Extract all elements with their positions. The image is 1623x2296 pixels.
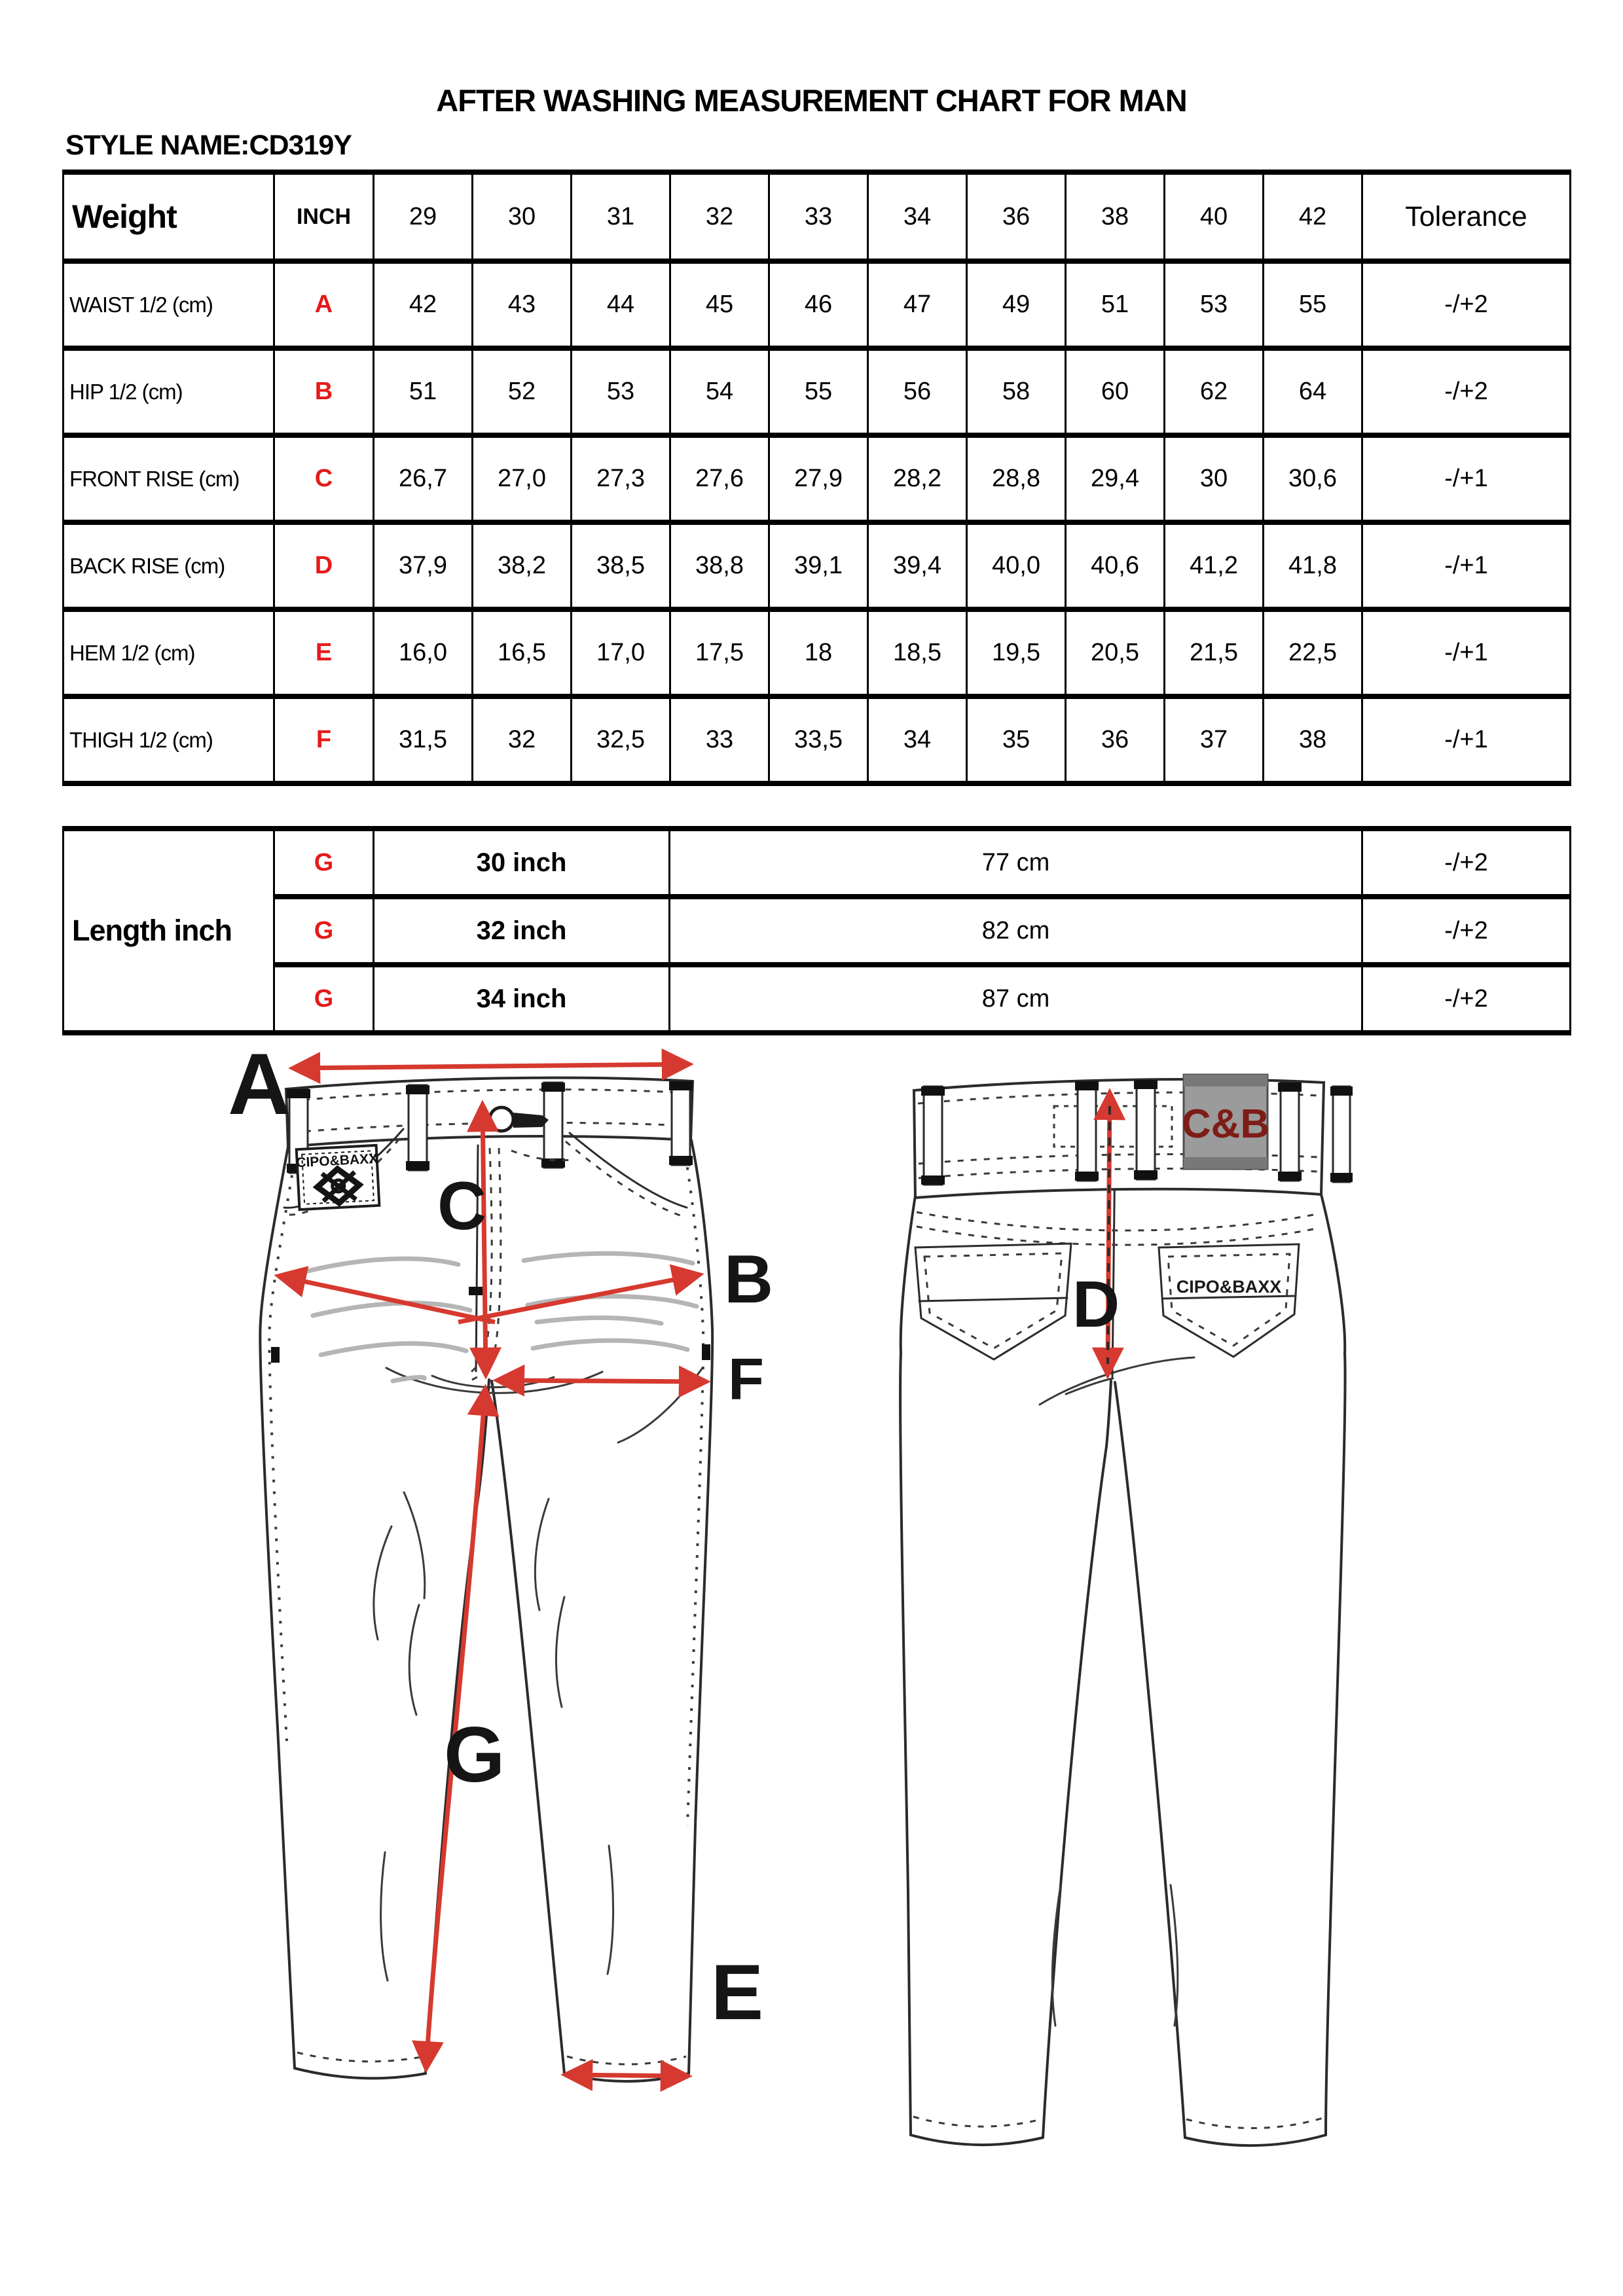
value-cell: 33 <box>670 696 769 783</box>
tolerance-cell: -/+2 <box>1362 897 1571 965</box>
value-cell: 22,5 <box>1264 609 1362 696</box>
value-cell: 38,8 <box>670 522 769 609</box>
size-header-cell: 36 <box>967 172 1066 261</box>
measure-label: HIP 1/2 (cm) <box>64 348 274 435</box>
measure-letter: C <box>274 435 374 522</box>
value-cell: 39,1 <box>769 522 868 609</box>
size-header-cell: 42 <box>1264 172 1362 261</box>
value-cell: 32 <box>473 696 572 783</box>
value-cell: 16,5 <box>473 609 572 696</box>
value-cell: 30,6 <box>1264 435 1362 522</box>
tolerance-cell: -/+1 <box>1362 522 1571 609</box>
length-cm-cell: 82 cm <box>670 897 1362 965</box>
front-patch-brand-text: CIPO&BAXX <box>295 1151 378 1171</box>
label-g: G <box>444 1711 505 1799</box>
value-cell: 54 <box>670 348 769 435</box>
value-cell: 55 <box>1264 261 1362 348</box>
table-row-front-rise <box>64 435 1571 522</box>
measure-letter: A <box>274 261 374 348</box>
value-cell: 30 <box>1165 435 1264 522</box>
value-cell: 49 <box>967 261 1066 348</box>
table-row-thigh <box>64 696 1571 783</box>
measure-letter: B <box>274 348 374 435</box>
length-cm-cell: 77 cm <box>670 829 1362 897</box>
size-header-cell: 30 <box>473 172 572 261</box>
value-cell: 20,5 <box>1066 609 1165 696</box>
measure-letter: G <box>274 829 374 897</box>
value-cell: 38,2 <box>473 522 572 609</box>
value-cell: 32,5 <box>572 696 670 783</box>
size-table-header-row <box>64 172 1571 261</box>
style-name: STYLE NAME:CD319Y <box>65 130 352 161</box>
tolerance-header-cell: Tolerance <box>1362 172 1571 261</box>
length-row-label: Length inch <box>64 829 274 1033</box>
back-brand-patch <box>1182 1075 1269 1169</box>
length-row-32 <box>64 897 1571 965</box>
back-pocket-left <box>915 1244 1071 1359</box>
measure-label: FRONT RISE (cm) <box>64 435 274 522</box>
measure-label: THIGH 1/2 (cm) <box>64 696 274 783</box>
table-row-hem <box>64 609 1571 696</box>
size-header-cell: 31 <box>572 172 670 261</box>
measure-letter: F <box>274 696 374 783</box>
measure-letter: D <box>274 522 374 609</box>
value-cell: 47 <box>868 261 967 348</box>
value-cell: 27,9 <box>769 435 868 522</box>
value-cell: 46 <box>769 261 868 348</box>
arrow-e-hem <box>567 2075 686 2076</box>
value-cell: 60 <box>1066 348 1165 435</box>
jeans-back-view <box>900 1075 1353 2145</box>
length-table <box>62 826 1571 1035</box>
table-row-hip <box>64 348 1571 435</box>
value-cell: 52 <box>473 348 572 435</box>
value-cell: 17,5 <box>670 609 769 696</box>
value-cell: 62 <box>1165 348 1264 435</box>
size-header-cell: 38 <box>1066 172 1165 261</box>
value-cell: 27,3 <box>572 435 670 522</box>
size-table <box>62 170 1571 786</box>
tolerance-cell: -/+1 <box>1362 609 1571 696</box>
label-e: E <box>711 1948 764 2036</box>
value-cell: 34 <box>868 696 967 783</box>
length-inch-cell: 30 inch <box>374 829 670 897</box>
label-d: D <box>1072 1268 1120 1341</box>
value-cell: 41,2 <box>1165 522 1264 609</box>
tolerance-cell: -/+2 <box>1362 829 1571 897</box>
value-cell: 37 <box>1165 696 1264 783</box>
measure-letter: G <box>274 965 374 1033</box>
value-cell: 18 <box>769 609 868 696</box>
value-cell: 18,5 <box>868 609 967 696</box>
value-cell: 40,6 <box>1066 522 1165 609</box>
value-cell: 38,5 <box>572 522 670 609</box>
value-cell: 27,6 <box>670 435 769 522</box>
value-cell: 44 <box>572 261 670 348</box>
label-f: F <box>728 1347 764 1412</box>
value-cell: 17,0 <box>572 609 670 696</box>
back-pocket-right <box>1159 1244 1299 1357</box>
measure-label: HEM 1/2 (cm) <box>64 609 274 696</box>
tolerance-cell: -/+1 <box>1362 696 1571 783</box>
value-cell: 21,5 <box>1165 609 1264 696</box>
value-cell: 40,0 <box>967 522 1066 609</box>
measure-label: WAIST 1/2 (cm) <box>64 261 274 348</box>
measure-letter: G <box>274 897 374 965</box>
tolerance-cell: -/+1 <box>1362 435 1571 522</box>
value-cell: 56 <box>868 348 967 435</box>
length-inch-cell: 34 inch <box>374 965 670 1033</box>
value-cell: 51 <box>1066 261 1165 348</box>
value-cell: 53 <box>572 348 670 435</box>
value-cell: 28,2 <box>868 435 967 522</box>
arrow-f-thigh <box>499 1380 704 1382</box>
value-cell: 27,0 <box>473 435 572 522</box>
tolerance-cell: -/+2 <box>1362 348 1571 435</box>
value-cell: 64 <box>1264 348 1362 435</box>
value-cell: 43 <box>473 261 572 348</box>
value-cell: 41,8 <box>1264 522 1362 609</box>
tolerance-cell: -/+2 <box>1362 965 1571 1033</box>
value-cell: 53 <box>1165 261 1264 348</box>
tolerance-cell: -/+2 <box>1362 261 1571 348</box>
value-cell: 45 <box>670 261 769 348</box>
value-cell: 19,5 <box>967 609 1066 696</box>
length-row-30 <box>64 829 1571 897</box>
length-row-34 <box>64 965 1571 1033</box>
measure-label: BACK RISE (cm) <box>64 522 274 609</box>
value-cell: 35 <box>967 696 1066 783</box>
label-b: B <box>724 1242 774 1318</box>
back-pocket-brand-text: CIPO&BAXX <box>1176 1277 1282 1297</box>
value-cell: 16,0 <box>374 609 473 696</box>
value-cell: 51 <box>374 348 473 435</box>
size-header-cell: 33 <box>769 172 868 261</box>
size-header-cell: 32 <box>670 172 769 261</box>
value-cell: 55 <box>769 348 868 435</box>
value-cell: 39,4 <box>868 522 967 609</box>
value-cell: 38 <box>1264 696 1362 783</box>
size-header-cell: 34 <box>868 172 967 261</box>
length-cm-cell: 87 cm <box>670 965 1362 1033</box>
table-row-back-rise <box>64 522 1571 609</box>
label-a: A <box>228 1041 291 1133</box>
page-title: AFTER WASHING MEASUREMENT CHART FOR MAN <box>436 83 1187 118</box>
back-patch-brand-text: C&B <box>1181 1102 1270 1147</box>
value-cell: 31,5 <box>374 696 473 783</box>
value-cell: 36 <box>1066 696 1165 783</box>
measure-letter: E <box>274 609 374 696</box>
value-cell: 29,4 <box>1066 435 1165 522</box>
jeans-measurement-diagram <box>0 1041 1623 2212</box>
label-c: C <box>437 1168 487 1244</box>
arrow-a-waist <box>295 1064 687 1068</box>
value-cell: 28,8 <box>967 435 1066 522</box>
value-cell: 33,5 <box>769 696 868 783</box>
size-header-cell: 40 <box>1165 172 1264 261</box>
length-inch-cell: 32 inch <box>374 897 670 965</box>
value-cell: 26,7 <box>374 435 473 522</box>
inch-header-cell: INCH <box>274 172 374 261</box>
front-brand-patch <box>295 1145 380 1210</box>
value-cell: 42 <box>374 261 473 348</box>
size-header-cell: 29 <box>374 172 473 261</box>
value-cell: 58 <box>967 348 1066 435</box>
weight-header-cell: Weight <box>64 172 274 261</box>
value-cell: 37,9 <box>374 522 473 609</box>
table-row-waist <box>64 261 1571 348</box>
